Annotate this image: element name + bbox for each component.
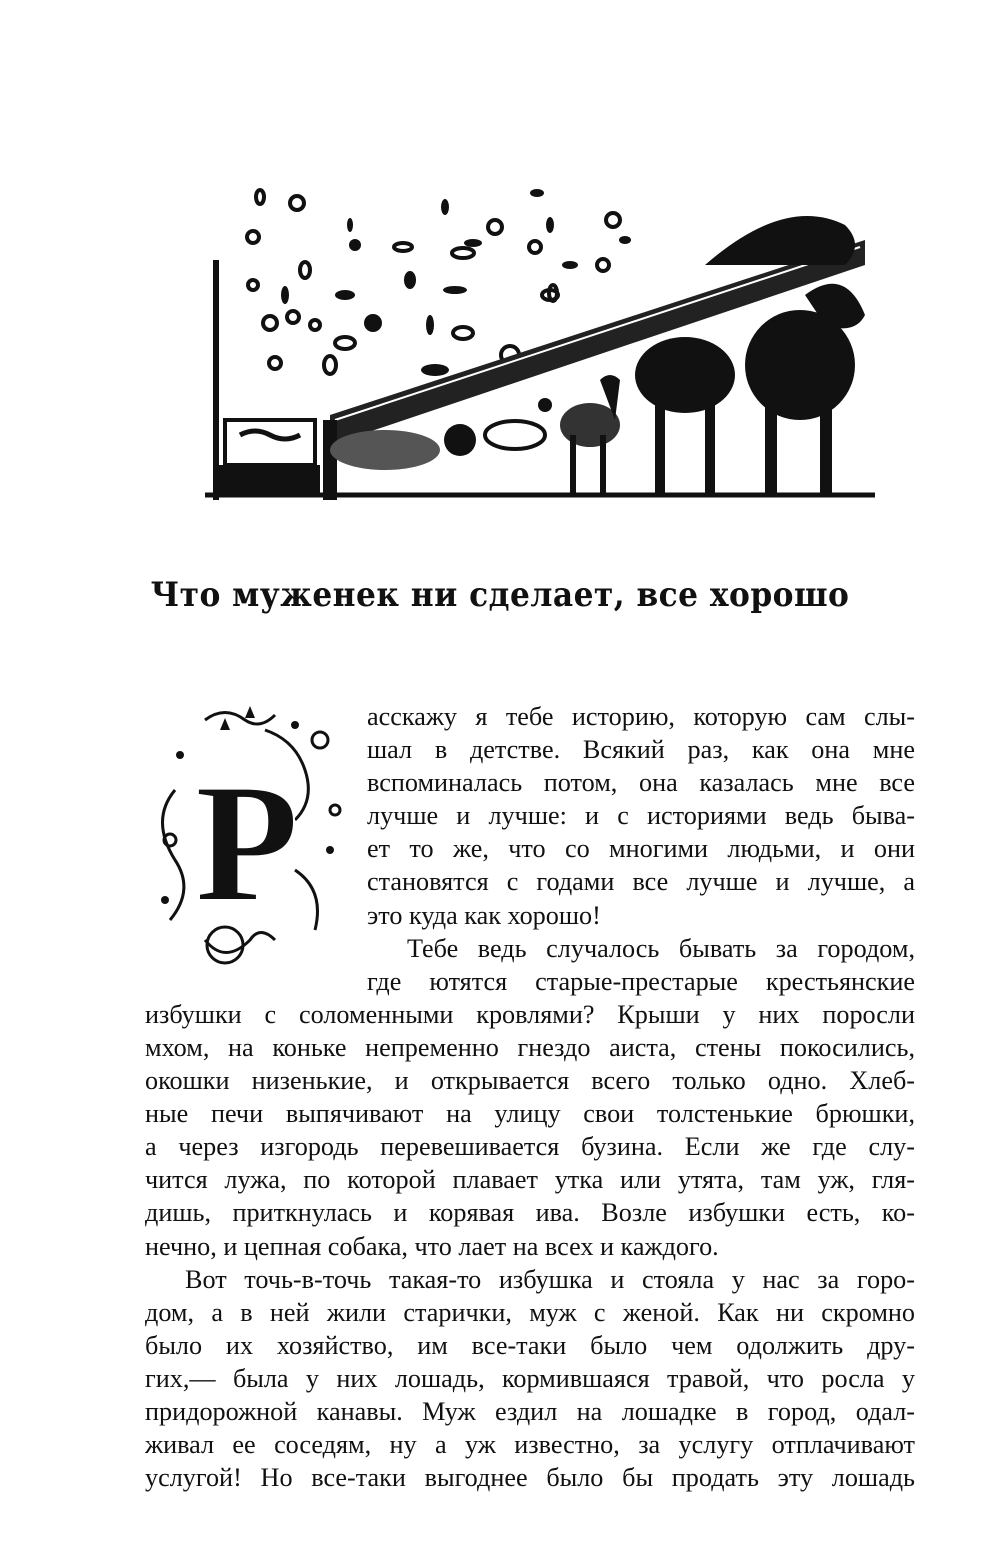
text-line: Тебе ведь случалось бывать за городом, (407, 933, 915, 963)
text-line: мхом, на коньке непременно гнездо аиста, стены покосились, (145, 1032, 915, 1062)
text-line: нечно, и цепная собака, что лает на всех и каждого. (145, 1231, 719, 1261)
text-line: придорожной канавы. Муж ездил на лошадке в город, одал- (145, 1396, 915, 1426)
text-line: ные печи выпячивают на улицу свои толстенькие брюшки, (145, 1099, 915, 1129)
text-line: шал в детстве. Всякий раз, как она мне (367, 735, 915, 765)
text-line: асскажу я тебе историю, которую сам слы- (367, 702, 915, 731)
coin-tray (215, 420, 320, 495)
animal-silhouettes (330, 216, 865, 495)
text-line: вспоминалась потом, она казалась мне все (367, 768, 915, 798)
chapter-title: Что муженек ни сделает, все хорошо (150, 575, 850, 615)
text-line: дишь, приткнулась и корявая ива. Возле избушки есть, ко- (145, 1198, 915, 1228)
text-line: чится лужа, по которой плавает утка или утята, там уж, гля- (145, 1165, 915, 1195)
text-line: ет то же, что со многими людьми, и они (367, 834, 915, 864)
text-line: услугой! Но все-таки выгоднее было бы продать эту лошадь (145, 1463, 915, 1493)
text-line: это куда как хорошо! (367, 900, 601, 930)
text-line: лучше и лучше: и с историями ведь быва- (367, 801, 915, 831)
text-line: где ютятся старые-престарые крестьянские (367, 966, 915, 996)
dropcap-letter: Р (195, 749, 299, 937)
text-line: избушки с соломенными кровлями? Крыши у них поросли (145, 999, 915, 1029)
text-line: окошки низенькие, и открывается всего только одно. Хлеб- (145, 1066, 915, 1096)
post (213, 260, 219, 500)
text-line: Вот точь-в-точь такая-то избушка и стояла у нас за горо- (185, 1264, 915, 1294)
text-line: гих,— была у них лошадь, кормившаяся травой, что росла у (145, 1363, 915, 1393)
text-line: живал ее соседям, ну а уж известно, за услугу отплачивают (145, 1430, 915, 1460)
header-illustration (205, 165, 875, 510)
text-line: было их хозяйство, им все-таки было чем одолжить дру- (145, 1330, 915, 1360)
story-text (145, 700, 915, 1494)
text-line: а через изгородь перевешивается бузина. Если же где слу- (145, 1132, 915, 1162)
text-line: дом, а в ней жили старички, муж с женой. Как ни скромно (145, 1297, 915, 1327)
text-line: становятся с годами все лучше и лучше, а (367, 867, 915, 897)
